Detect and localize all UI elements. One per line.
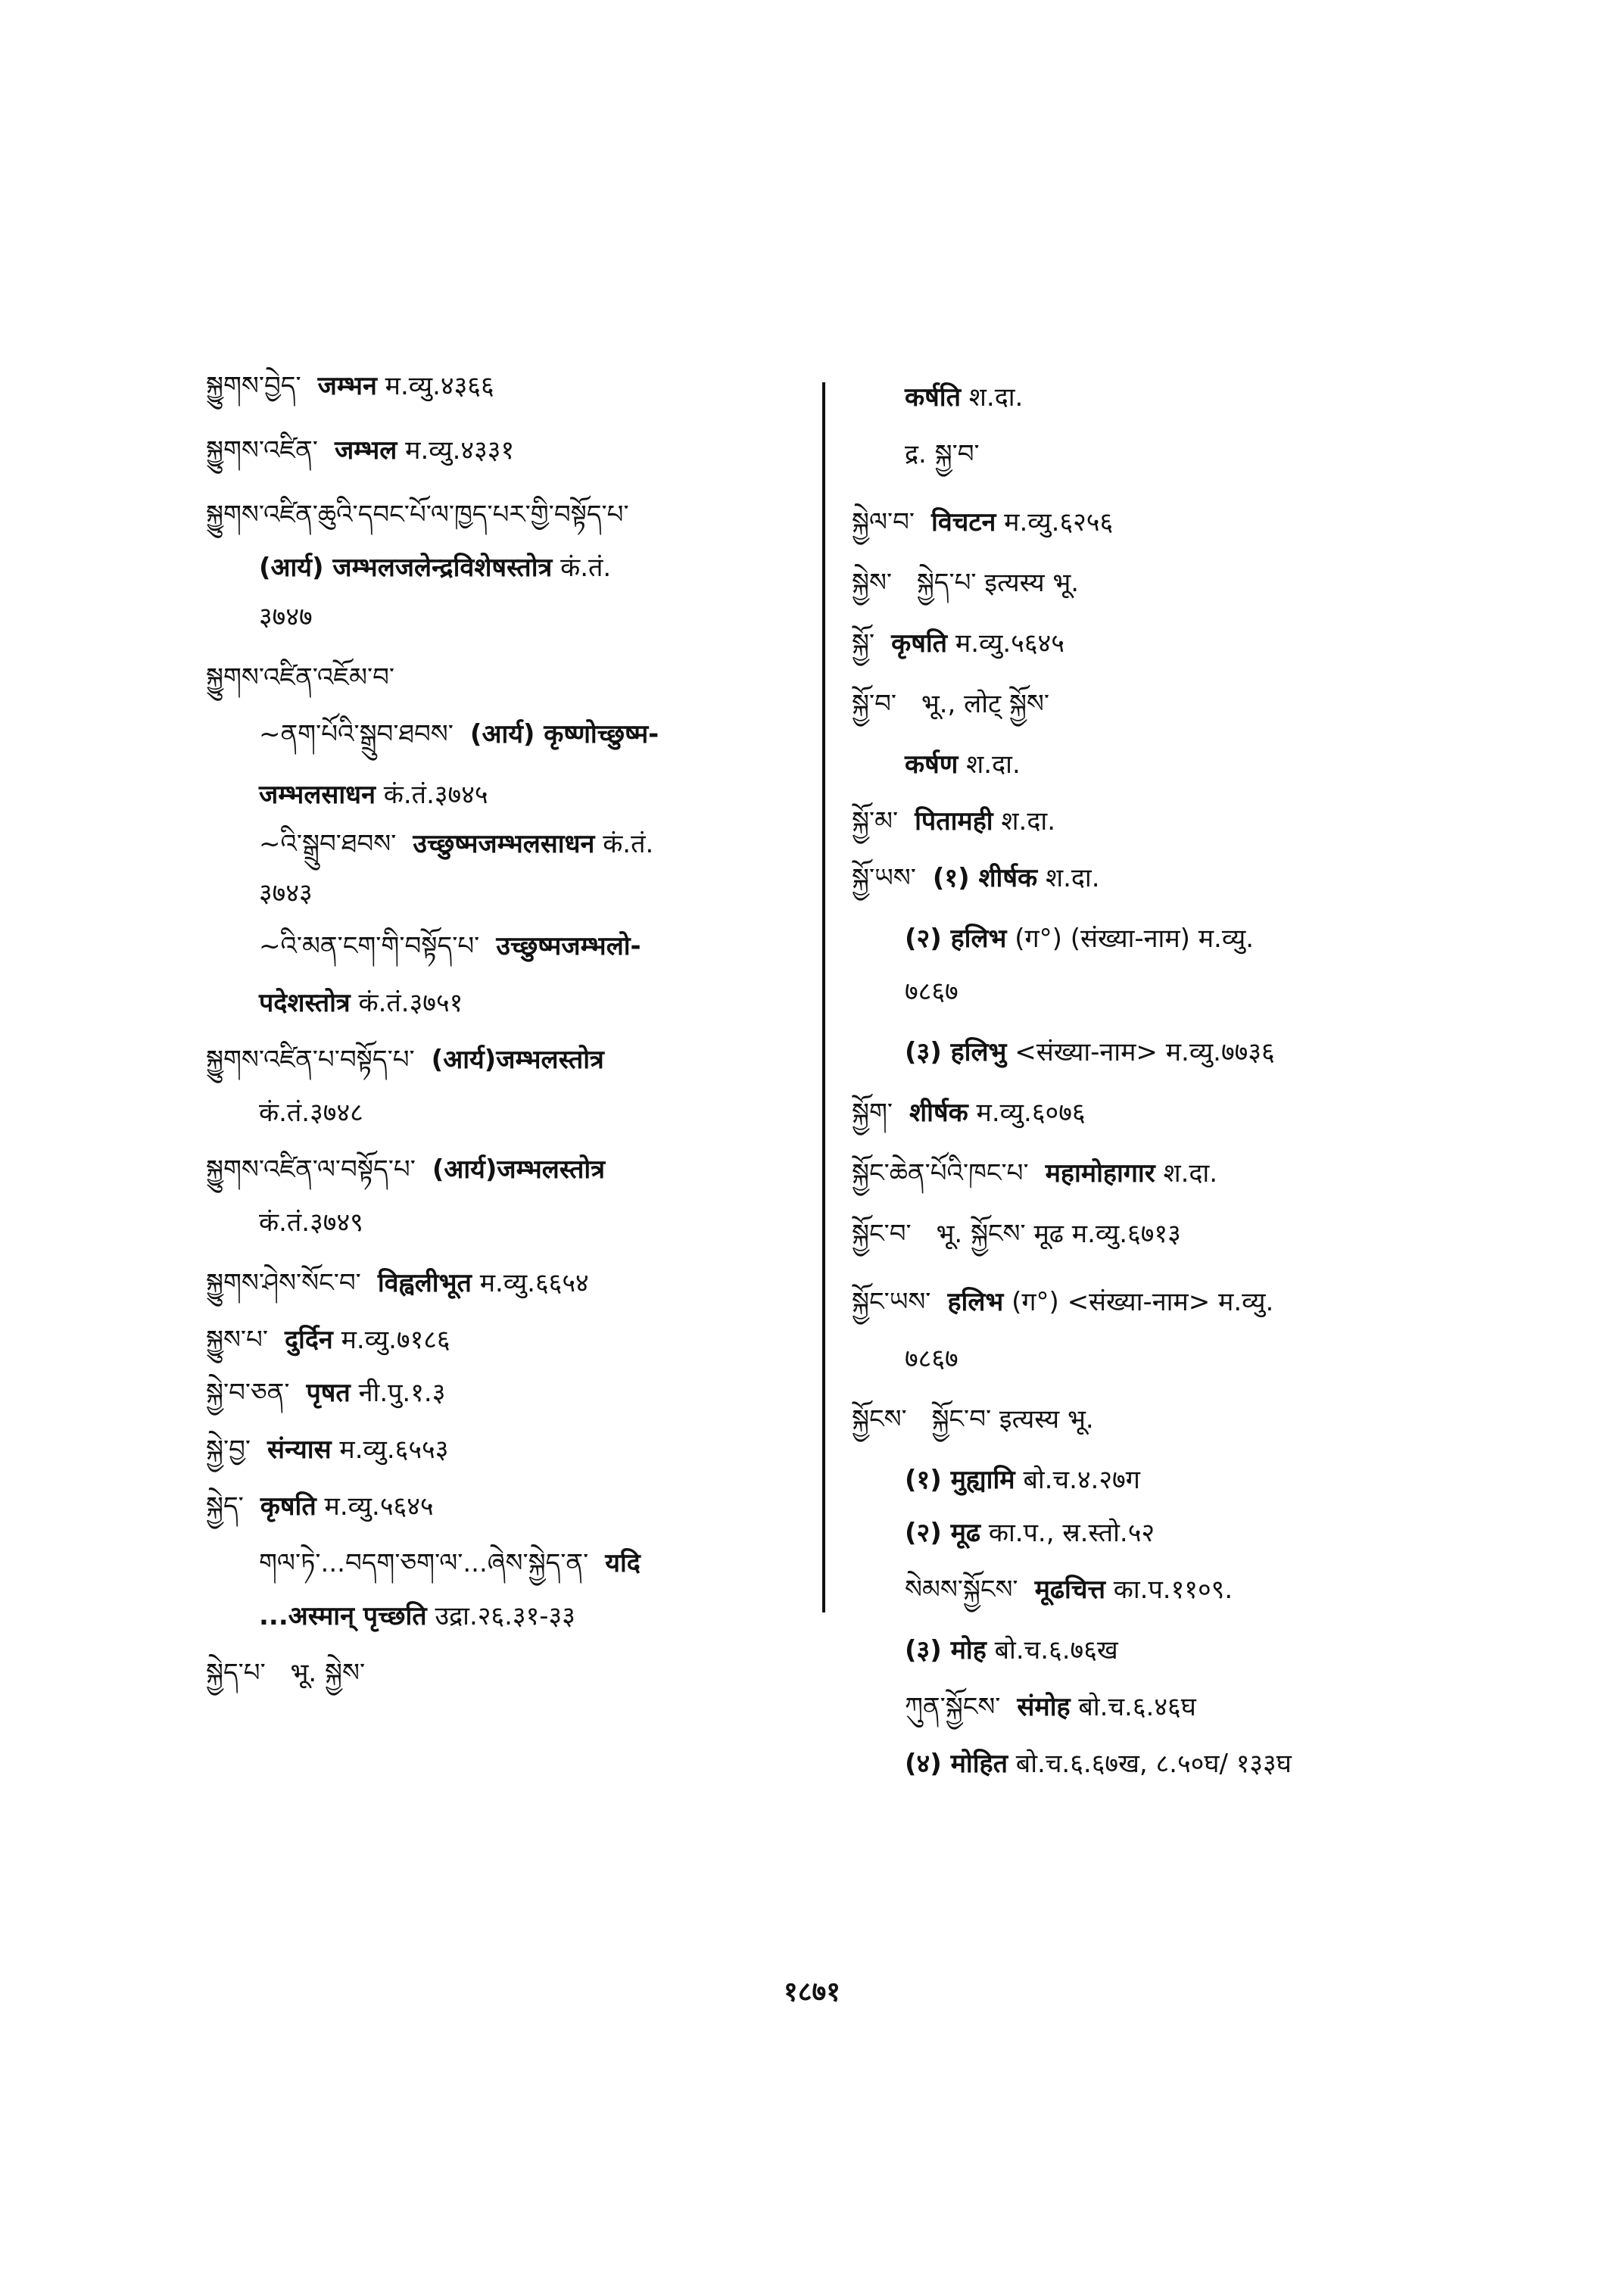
source-reference: म.व्यु.६०७६: [976, 1098, 1086, 1128]
entry-line: [905, 977, 959, 1008]
sanskrit-equivalent: विचटन: [931, 507, 996, 537]
tibetan-headword: སྐྱོང་ཡས་: [852, 1287, 931, 1317]
sanskrit-equivalent: पितामही: [915, 806, 993, 837]
entry-line: [206, 662, 411, 693]
sanskrit-equivalent: संन्यास: [267, 1435, 332, 1465]
source-reference: म.व्यु.६२५६: [1004, 507, 1114, 537]
sanskrit-equivalent: (२) हलिभ: [905, 924, 1007, 954]
source-reference: नी.पु.१.३: [358, 1378, 446, 1408]
tibetan-headword: ~འི་སྒྲུབ་ཐབས་: [259, 829, 397, 859]
entry-line: [852, 1219, 1181, 1250]
sanskrit-equivalent: महामोहागार: [1045, 1158, 1155, 1189]
entry-line: [905, 382, 1023, 413]
sanskrit-equivalent: शीर्षक: [909, 1098, 968, 1128]
sanskrit-equivalent: जम्भलसाधन: [259, 780, 376, 810]
tibetan-headword: སྐྱེད་པ་: [206, 1658, 266, 1688]
source-reference: श.दा.: [1163, 1158, 1218, 1189]
sanskrit-equivalent: (३) हलिभु: [905, 1037, 1007, 1067]
sanskrit-equivalent: कृषति: [260, 1491, 316, 1522]
source-reference: कं.तं.: [560, 553, 612, 583]
entry-line: [259, 602, 313, 633]
tibetan-headword: སྐྱུགས་འཛིན་: [206, 435, 318, 466]
entry-line: [259, 988, 463, 1019]
source-reference: बो.च.६.७६ख: [994, 1635, 1118, 1665]
source-reference: का.प., स्र.स्तो.५२: [988, 1518, 1155, 1548]
entry-line: [905, 1465, 1140, 1496]
source-reference: म.व्यु.४३६६: [385, 371, 494, 401]
source-reference: बो.च.४.२७ग: [1023, 1465, 1140, 1495]
sanskrit-equivalent: उच्छुष्मजम्भलसाधन: [413, 829, 595, 859]
entry-line: [259, 878, 313, 909]
source-reference: भू. སྐྱེས་: [290, 1658, 366, 1688]
tibetan-headword: སྐྱོ་: [852, 628, 875, 659]
sanskrit-equivalent: (आर्य)जम्भलस्तोत्र: [431, 1045, 604, 1075]
sanskrit-equivalent: दुर्दिन: [284, 1325, 333, 1355]
source-reference: म.व्यु.४३३१: [405, 435, 515, 466]
entry-line: [852, 1158, 1217, 1189]
source-reference: भू., लोट् སྐྱོས་: [921, 689, 1050, 719]
tibetan-headword: སྐྱེ་བྱ་: [206, 1435, 251, 1465]
tibetan-headword: སྐྱེལ་བ་: [852, 507, 915, 537]
entry-line: [905, 1692, 1196, 1723]
source-reference: <संख्या-नाम> म.व्यु.७७३६: [1015, 1037, 1275, 1067]
sanskrit-equivalent: (२) मूढ: [905, 1518, 981, 1548]
tibetan-headword: སྐྱེ་བ་ཅན་: [206, 1378, 290, 1408]
sanskrit-equivalent: (आर्य) कृष्णोच्छुष्म-: [469, 719, 659, 749]
entry-line: [206, 371, 494, 402]
sanskrit-equivalent: (आर्य) जम्भलजलेन्द्रविशेषस्तोत्र: [259, 553, 553, 583]
entry-line: [206, 435, 514, 466]
entry-line: [259, 931, 641, 962]
source-reference: ३७४७: [259, 602, 313, 632]
source-reference: बो.च.६.६७ख, ८.५०घ/ १३३घ: [1015, 1749, 1292, 1779]
sanskrit-equivalent: पदेशस्तोत्र: [259, 988, 351, 1018]
tibetan-headword: ~འི་མན་ངག་གི་བསྟོད་པ་: [259, 931, 480, 961]
sanskrit-equivalent: विह्वलीभूत: [377, 1268, 472, 1298]
sanskrit-equivalent: उच्छुष्मजम्भलो-: [496, 931, 641, 961]
entry-line: [905, 1518, 1155, 1549]
entry-line: [852, 1287, 1273, 1318]
entry-line: [259, 1601, 575, 1632]
entry-line: [206, 500, 646, 531]
entry-line: [206, 1154, 605, 1185]
sanskrit-equivalent: जम्भल: [334, 435, 397, 466]
tibetan-headword: སྐྱུགས་འཛིན་པ་བསྟོད་པ་: [206, 1045, 415, 1075]
tibetan-headword: སྐྱུགས་འཛིན་འཇོམ་བ་: [206, 662, 395, 693]
entry-line: [259, 829, 653, 860]
source-reference: श.दा.: [1001, 806, 1056, 837]
sanskrit-equivalent: (३) मोह: [905, 1635, 987, 1665]
tibetan-headword: སྐྱོ་མ་: [852, 806, 899, 837]
source-reference: उद्रा.२६.३१-३३: [435, 1601, 575, 1631]
source-reference: (ग°) (संख्या-नाम) म.व्यु.: [1015, 924, 1255, 954]
tibetan-headword: སྐྱོངས་: [852, 1404, 907, 1435]
source-reference: ७८६७: [905, 1344, 959, 1374]
sanskrit-equivalent: ...अस्मान् पृच्छति: [259, 1601, 427, 1631]
source-reference: म.व्यु.७१८६: [341, 1325, 450, 1355]
entry-line: [852, 863, 1100, 894]
tibetan-headword: སྐྱོང་བ་: [852, 1219, 912, 1249]
tibetan-headword: སྐྱེད་: [206, 1491, 244, 1522]
sanskrit-equivalent: (१) मुह्यामि: [905, 1465, 1015, 1495]
entry-line: [852, 689, 1049, 720]
entry-line: [852, 806, 1055, 837]
sanskrit-equivalent: यदि: [605, 1548, 641, 1578]
sanskrit-equivalent: पृषत: [306, 1378, 351, 1408]
source-reference: श.दा.: [1045, 863, 1100, 893]
source-reference: म.व्यु.५६४५: [955, 628, 1064, 659]
tibetan-headword: སྐྱུགས་ཤེས་སོང་བ་: [206, 1268, 361, 1298]
tibetan-headword: སྐྱུགས་འཛིན་ལ་བསྟོད་པ་: [206, 1154, 416, 1185]
sanskrit-equivalent: हलिभ: [947, 1287, 1004, 1317]
sanskrit-equivalent: (१) शीर्षक: [932, 863, 1038, 893]
source-reference: ३७४३: [259, 878, 313, 908]
entry-line: [852, 1404, 1094, 1435]
source-reference: म.व्यु.५६४५: [324, 1491, 434, 1522]
sanskrit-equivalent: कर्षण: [905, 749, 959, 780]
tibetan-headword: ཀུན་སྐྱོངས་: [905, 1692, 1001, 1722]
source-reference: कं.तं.३७४९: [259, 1207, 363, 1238]
entry-line: [905, 924, 1254, 955]
source-reference: ७८६७: [905, 977, 959, 1007]
source-reference: कं.तं.३७४८: [259, 1098, 363, 1128]
tibetan-headword: སེམས་སྐྱོངས་: [905, 1575, 1018, 1605]
entry-line: [852, 628, 1064, 659]
entry-line: [259, 1207, 363, 1238]
source-reference: श.दा.: [966, 749, 1021, 780]
page-number: १८७१: [784, 1977, 840, 2008]
entry-line: [259, 553, 611, 584]
source-reference: སྐྱོང་བ་ इत्यस्य भू.: [931, 1404, 1094, 1435]
tibetan-headword: སྐྱེས་: [852, 568, 893, 598]
source-reference: སྐྱེད་པ་ इत्यस्य भू.: [916, 568, 1080, 598]
entry-line: [852, 568, 1079, 599]
column-divider: [822, 382, 825, 1612]
sanskrit-equivalent: (आर्य)जम्भलस्तोत्र: [432, 1154, 605, 1185]
tibetan-headword: སྐྱུས་པ་: [206, 1325, 268, 1355]
entry-line: [206, 1435, 448, 1466]
entry-line: [206, 1378, 445, 1409]
entry-line: [905, 1635, 1118, 1666]
sanskrit-equivalent: जम्भन: [317, 371, 377, 401]
source-reference: बो.च.६.४६घ: [1078, 1692, 1196, 1722]
entry-line: [852, 507, 1113, 538]
entry-line: [206, 1045, 604, 1076]
entry-line: [905, 749, 1021, 780]
source-reference: कं.तं.३७५१: [358, 988, 463, 1018]
source-reference: का.प.११०९.: [1113, 1575, 1233, 1605]
tibetan-headword: སྐྱུགས་འཛིན་ཆུའི་དབང་པོ་ལ་ཁྱད་པར་གྱི་བསྟོད་པ་: [206, 500, 629, 530]
entry-line: [206, 1491, 434, 1522]
entry-line: [259, 1098, 363, 1129]
sanskrit-equivalent: कर्षति: [905, 382, 961, 413]
entry-line: [206, 1325, 450, 1356]
source-reference: कं.तं.: [603, 829, 654, 859]
source-reference: (ग°) <संख्या-नाम> म.व्यु.: [1011, 1287, 1274, 1317]
entry-line: [206, 1268, 589, 1299]
source-reference: द्र. སྐྱ་བ་: [905, 439, 980, 469]
entry-line: [905, 1575, 1233, 1606]
source-reference: श.दा.: [968, 382, 1024, 413]
sanskrit-equivalent: (४) मोहित: [905, 1749, 1008, 1779]
entry-line: [259, 780, 488, 811]
source-reference: कं.तं.३७४५: [383, 780, 488, 810]
tibetan-headword: ~ནག་པོའི་སྒྲུབ་ཐབས་: [259, 719, 454, 749]
entry-line: [259, 1548, 641, 1579]
entry-line: [905, 1749, 1292, 1780]
entry-line: [905, 1344, 959, 1375]
entry-line: [259, 719, 659, 750]
source-reference: म.व्यु.६५५३: [339, 1435, 449, 1465]
tibetan-headword: སྐྱོ་བ་: [852, 689, 897, 719]
tibetan-headword: སྐྱོག་: [852, 1098, 893, 1128]
entry-line: [852, 1098, 1086, 1129]
entry-line: [905, 439, 980, 470]
sanskrit-equivalent: मूढचित्त: [1034, 1575, 1105, 1605]
source-reference: म.व्यु.६६५४: [479, 1268, 589, 1298]
tibetan-headword: སྐྱོང་ཆེན་པོའི་ཁང་པ་: [852, 1158, 1029, 1189]
tibetan-headword: གལ་ཏེ་...བདག་ཅག་ལ་...ཞེས་སྐྱེད་ན་: [259, 1548, 589, 1578]
tibetan-headword: སྐྱོ་ཡས་: [852, 863, 916, 893]
sanskrit-equivalent: कृषति: [891, 628, 948, 659]
sanskrit-equivalent: संमोह: [1017, 1692, 1071, 1722]
entry-line: [905, 1037, 1275, 1068]
tibetan-headword: སྐྱུགས་བྱེད་: [206, 371, 301, 401]
entry-line: [206, 1658, 365, 1689]
source-reference: भू. སྐྱོངས་ मूढ म.व्यु.६७१३: [936, 1219, 1181, 1249]
